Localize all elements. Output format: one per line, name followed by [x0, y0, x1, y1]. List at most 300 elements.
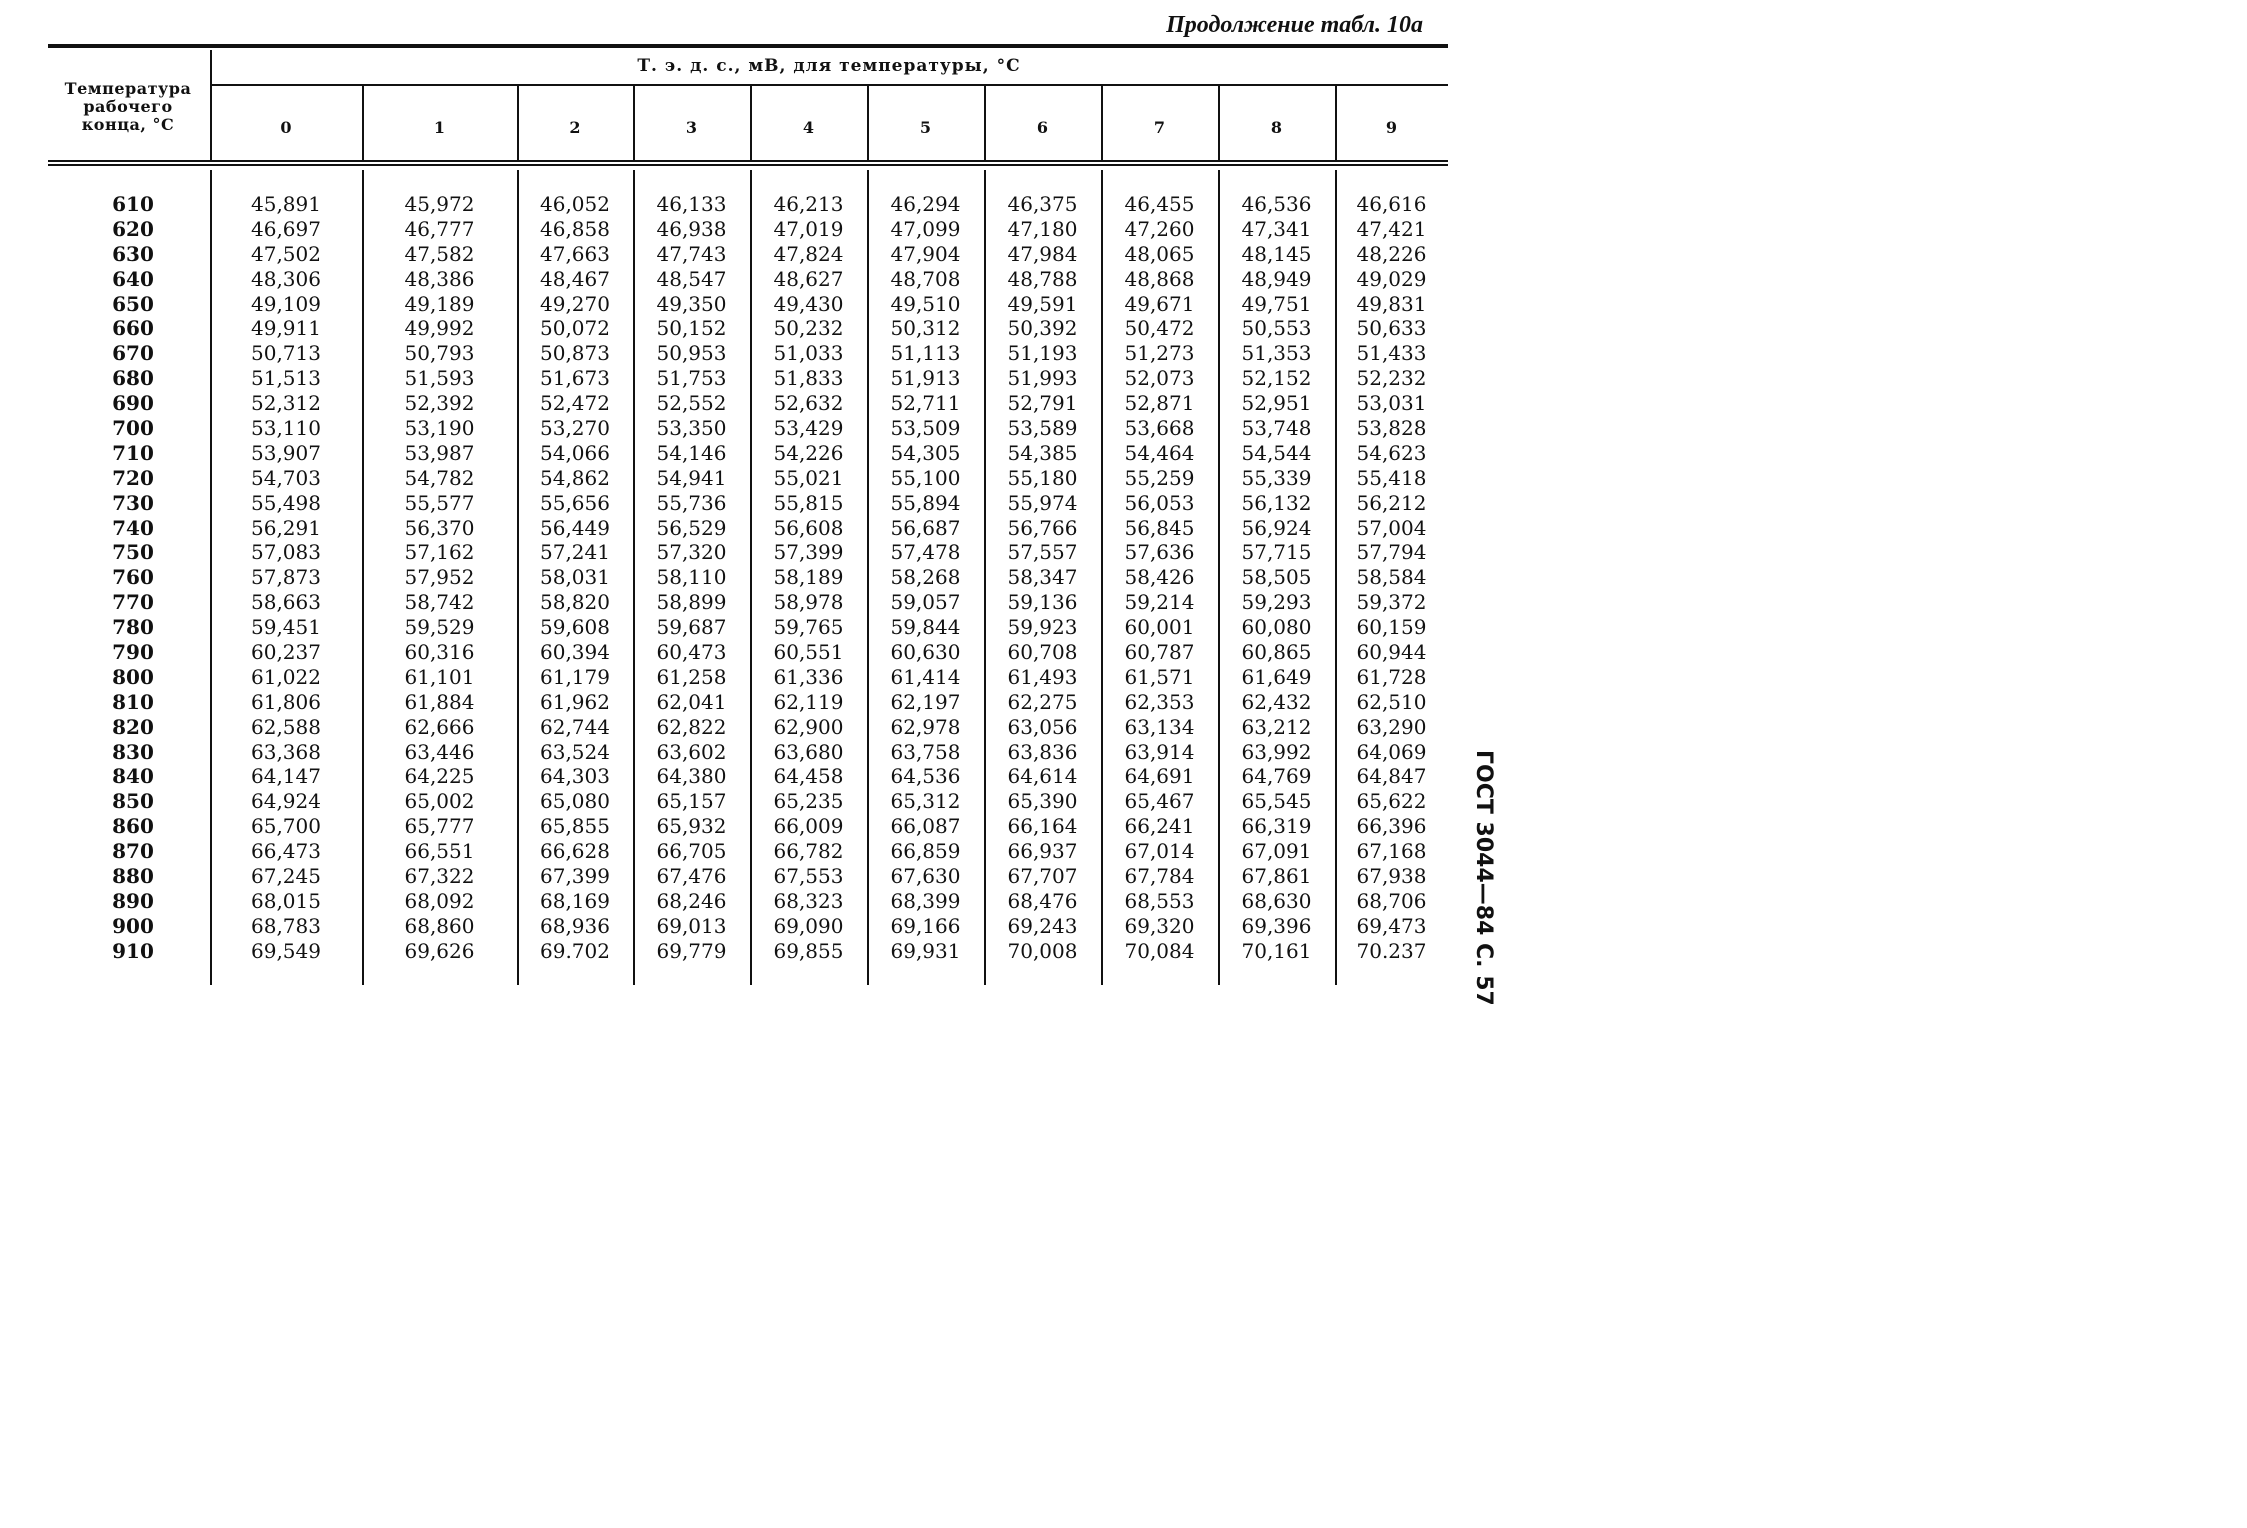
row-temperature: 660 — [112, 316, 154, 341]
column-separator — [984, 86, 986, 160]
table-cell: 60,630 — [890, 640, 961, 665]
table-cell: 52,552 — [656, 391, 727, 416]
row-temperature: 640 — [112, 266, 154, 291]
table-cell: 48,708 — [890, 266, 961, 291]
table-cell: 62,666 — [404, 714, 475, 739]
table-row — [48, 341, 1448, 366]
table-cell: 65,932 — [656, 814, 727, 839]
table-cell: 52,871 — [1124, 391, 1195, 416]
table-cell: 53,748 — [1241, 416, 1312, 441]
table-cell: 47,743 — [656, 241, 727, 266]
row-temperature: 810 — [112, 689, 154, 714]
table-cell: 64,303 — [540, 764, 610, 789]
table-cell: 46,375 — [1007, 192, 1078, 216]
table-cell: 50,553 — [1241, 316, 1312, 341]
table-row — [48, 192, 1448, 217]
table-cell: 59,293 — [1241, 590, 1312, 615]
table-cell: 65,157 — [656, 789, 727, 814]
table-cell: 66,782 — [773, 839, 844, 864]
table-cell: 55,656 — [540, 490, 610, 515]
table-cell: 50,793 — [404, 341, 475, 366]
table-cell: 69,243 — [1007, 913, 1078, 938]
table-cell: 54,623 — [1356, 440, 1427, 465]
table-cell: 53,907 — [251, 440, 321, 465]
table-cell: 63,446 — [404, 739, 475, 764]
table-cell: 51,833 — [773, 366, 844, 391]
table-cell: 51,273 — [1124, 341, 1195, 366]
row-temperature: 840 — [112, 764, 154, 789]
table-row — [48, 540, 1448, 565]
table-cell: 67,014 — [1124, 839, 1195, 864]
table-cell: 62,197 — [890, 689, 961, 714]
table-cell: 64,847 — [1356, 764, 1427, 789]
row-temperature: 700 — [112, 416, 154, 441]
table-cell: 51,353 — [1241, 341, 1312, 366]
table-cell: 54,941 — [656, 465, 727, 490]
table-cell: 64,147 — [251, 764, 321, 789]
table-cell: 63,056 — [1007, 714, 1078, 739]
table-cell: 51,433 — [1356, 341, 1427, 366]
table-cell: 57,083 — [251, 540, 321, 565]
table-cell: 56,449 — [540, 515, 610, 540]
table-cell: 62,353 — [1124, 689, 1195, 714]
table-cell: 66,628 — [540, 839, 610, 864]
table-cell: 46,777 — [404, 216, 475, 241]
table-cell: 48,226 — [1356, 241, 1427, 266]
table-cell: 50,152 — [656, 316, 727, 341]
table-cell: 60,237 — [251, 640, 321, 665]
table-cell: 55,577 — [404, 490, 475, 515]
row-temperature: 670 — [112, 341, 154, 366]
table-row — [48, 715, 1448, 740]
table-cell: 61,179 — [540, 664, 610, 689]
table-cell: 57,715 — [1241, 540, 1312, 565]
table-cell: 67,861 — [1241, 864, 1312, 889]
table-cell: 53,509 — [890, 416, 961, 441]
table-cell: 60,159 — [1356, 615, 1427, 640]
table-cell: 66,859 — [890, 839, 961, 864]
row-temperature: 870 — [112, 839, 154, 864]
table-cell: 69.702 — [540, 938, 610, 963]
table-row — [48, 764, 1448, 789]
table-cell: 46,697 — [251, 216, 321, 241]
table-row — [48, 665, 1448, 690]
table-row — [48, 516, 1448, 541]
table-cell: 62,119 — [773, 689, 844, 714]
row-temperature: 620 — [112, 216, 154, 241]
table-cell: 68,476 — [1007, 888, 1078, 913]
table-cell: 49,029 — [1356, 266, 1427, 291]
table-cell: 47,824 — [773, 241, 844, 266]
table-cell: 46,938 — [656, 216, 727, 241]
table-cell: 69,626 — [404, 938, 475, 963]
table-cell: 58,347 — [1007, 565, 1078, 590]
table-cell: 55,418 — [1356, 465, 1427, 490]
table-cell: 50,472 — [1124, 316, 1195, 341]
table-cell: 67,707 — [1007, 864, 1078, 889]
table-cell: 67,168 — [1356, 839, 1427, 864]
table-cell: 47,582 — [404, 241, 475, 266]
table-cell: 59,608 — [540, 615, 610, 640]
table-cell: 67,322 — [404, 864, 475, 889]
table-row — [48, 491, 1448, 516]
table-cell: 53,031 — [1356, 391, 1427, 416]
table-cell: 54,385 — [1007, 440, 1078, 465]
row-temperature: 910 — [112, 938, 154, 963]
row-temperature: 850 — [112, 789, 154, 814]
table-cell: 63,914 — [1124, 739, 1195, 764]
table-cell: 51,753 — [656, 366, 727, 391]
table-cell: 49,591 — [1007, 291, 1078, 316]
table-cell: 69,013 — [656, 913, 727, 938]
table-row — [48, 615, 1448, 640]
table-cell: 47,341 — [1241, 216, 1312, 241]
table-cell: 62,588 — [251, 714, 321, 739]
table-cell: 63,836 — [1007, 739, 1078, 764]
table-row — [48, 217, 1448, 242]
row-temperature: 630 — [112, 241, 154, 266]
table-cell: 68,015 — [251, 888, 321, 913]
table-cell: 68,936 — [540, 913, 610, 938]
table-cell: 45,891 — [251, 192, 321, 216]
table-cell: 47,260 — [1124, 216, 1195, 241]
table-cell: 63,524 — [540, 739, 610, 764]
table-cell: 47,099 — [890, 216, 961, 241]
table-cell: 53,589 — [1007, 416, 1078, 441]
table-cell: 65,080 — [540, 789, 610, 814]
table-cell: 57,004 — [1356, 515, 1427, 540]
table-cell: 57,320 — [656, 540, 727, 565]
table-cell: 57,399 — [773, 540, 844, 565]
row-temperature: 720 — [112, 465, 154, 490]
table-cell: 61,962 — [540, 689, 610, 714]
column-separator — [517, 86, 519, 160]
table-cell: 55,339 — [1241, 465, 1312, 490]
table-cell: 57,794 — [1356, 540, 1427, 565]
table-cell: 65,235 — [773, 789, 844, 814]
table-cell: 58,742 — [404, 590, 475, 615]
table-cell: 46,133 — [656, 192, 727, 216]
table-cell: 55,736 — [656, 490, 727, 515]
table-cell: 66,937 — [1007, 839, 1078, 864]
table-cell: 63,134 — [1124, 714, 1195, 739]
table-cell: 50,953 — [656, 341, 727, 366]
table-cell: 68,553 — [1124, 888, 1195, 913]
table-row — [48, 690, 1448, 715]
table-cell: 50,072 — [540, 316, 610, 341]
table-cell: 54,464 — [1124, 440, 1195, 465]
table-cell: 51,113 — [890, 341, 961, 366]
table-cell: 66,087 — [890, 814, 961, 839]
row-header-label: Температура рабочего конца, °С — [64, 79, 192, 134]
table-cell: 60,865 — [1241, 640, 1312, 665]
row-temperature: 900 — [112, 913, 154, 938]
table-cell: 64,924 — [251, 789, 321, 814]
table-cell: 64,225 — [404, 764, 475, 789]
table-cell: 70,008 — [1007, 938, 1078, 963]
table-cell: 68,630 — [1241, 888, 1312, 913]
table-cell: 50,633 — [1356, 316, 1427, 341]
table-cell: 49,430 — [773, 291, 844, 316]
table-cell: 57,557 — [1007, 540, 1078, 565]
table-row — [48, 864, 1448, 889]
table-cell: 66,164 — [1007, 814, 1078, 839]
table-cell: 62,275 — [1007, 689, 1078, 714]
row-temperature: 680 — [112, 366, 154, 391]
table-cell: 61,022 — [251, 664, 321, 689]
table-cell: 57,478 — [890, 540, 961, 565]
table-cell: 58,031 — [540, 565, 610, 590]
table-cell: 61,649 — [1241, 664, 1312, 689]
table-cell: 55,180 — [1007, 465, 1078, 490]
table-row — [48, 441, 1448, 466]
row-temperature: 820 — [112, 714, 154, 739]
table-cell: 65,622 — [1356, 789, 1427, 814]
table-cell: 66,396 — [1356, 814, 1427, 839]
table-cell: 61,493 — [1007, 664, 1078, 689]
table-cell: 61,806 — [251, 689, 321, 714]
row-temperature: 740 — [112, 515, 154, 540]
table-cell: 48,627 — [773, 266, 844, 291]
table-cell: 50,312 — [890, 316, 961, 341]
column-header: 2 — [569, 118, 581, 137]
table-cell: 64,380 — [656, 764, 727, 789]
table-row — [48, 391, 1448, 416]
table-cell: 55,021 — [773, 465, 844, 490]
table-cell: 64,691 — [1124, 764, 1195, 789]
table-cell: 60,787 — [1124, 640, 1195, 665]
table-cell: 54,146 — [656, 440, 727, 465]
table-cell: 67,553 — [773, 864, 844, 889]
table-cell: 67,938 — [1356, 864, 1427, 889]
table-cell: 58,110 — [656, 565, 727, 590]
table-cell: 68,706 — [1356, 888, 1427, 913]
table-cell: 56,370 — [404, 515, 475, 540]
header-rule — [210, 84, 1448, 86]
table-cell: 64,536 — [890, 764, 961, 789]
table-cell: 55,100 — [890, 465, 961, 490]
table-cell: 58,189 — [773, 565, 844, 590]
column-separator — [210, 50, 212, 160]
table-cell: 51,193 — [1007, 341, 1078, 366]
table-cell: 48,306 — [251, 266, 321, 291]
table-cell: 51,513 — [251, 366, 321, 391]
table-cell: 65,855 — [540, 814, 610, 839]
table-cell: 48,547 — [656, 266, 727, 291]
column-group-header: Т. э. д. с., мВ, для температуры, °С — [637, 56, 1021, 76]
table-cell: 57,241 — [540, 540, 610, 565]
table-cell: 53,190 — [404, 416, 475, 441]
row-temperature: 730 — [112, 490, 154, 515]
table-cell: 48,868 — [1124, 266, 1195, 291]
table-cell: 68,323 — [773, 888, 844, 913]
table-cell: 49,992 — [404, 316, 475, 341]
table-cell: 54,703 — [251, 465, 321, 490]
table-cell: 47,984 — [1007, 241, 1078, 266]
table-cell: 63,758 — [890, 739, 961, 764]
table-cell: 55,259 — [1124, 465, 1195, 490]
table-cell: 54,782 — [404, 465, 475, 490]
table-cell: 49,831 — [1356, 291, 1427, 316]
column-separator — [867, 86, 869, 160]
table-cell: 51,913 — [890, 366, 961, 391]
table-cell: 64,614 — [1007, 764, 1078, 789]
table-cell: 60,473 — [656, 640, 727, 665]
table-row — [48, 839, 1448, 864]
table-cell: 68,246 — [656, 888, 727, 913]
table-cell: 64,458 — [773, 764, 844, 789]
table-cell: 69,549 — [251, 938, 321, 963]
table-cell: 48,788 — [1007, 266, 1078, 291]
row-temperature: 780 — [112, 615, 154, 640]
table-cell: 67,245 — [251, 864, 321, 889]
column-header: 5 — [919, 118, 932, 137]
table-cell: 54,226 — [773, 440, 844, 465]
table-cell: 51,033 — [773, 341, 844, 366]
table-cell: 60,708 — [1007, 640, 1078, 665]
table-cell: 48,065 — [1124, 241, 1195, 266]
table-cell: 66,705 — [656, 839, 727, 864]
table-cell: 47,180 — [1007, 216, 1078, 241]
table-cell: 52,073 — [1124, 366, 1195, 391]
table-cell: 58,268 — [890, 565, 961, 590]
table-cell: 70,084 — [1124, 938, 1195, 963]
table-cell: 67,399 — [540, 864, 610, 889]
row-temperature: 690 — [112, 391, 154, 416]
column-separator — [362, 86, 364, 160]
table-cell: 61,884 — [404, 689, 475, 714]
table-cell: 63,290 — [1356, 714, 1427, 739]
table-cell: 46,052 — [540, 192, 610, 216]
table-cell: 49,510 — [890, 291, 961, 316]
table-row — [48, 292, 1448, 317]
table-cell: 65,545 — [1241, 789, 1312, 814]
table-cell: 66,473 — [251, 839, 321, 864]
table-cell: 52,392 — [404, 391, 475, 416]
row-temperature: 860 — [112, 814, 154, 839]
table-cell: 63,368 — [251, 739, 321, 764]
table-cell: 61,414 — [890, 664, 961, 689]
row-temperature: 800 — [112, 664, 154, 689]
table-cell: 46,858 — [540, 216, 610, 241]
table-cell: 56,212 — [1356, 490, 1427, 515]
table-cell: 56,766 — [1007, 515, 1078, 540]
table-cell: 53,987 — [404, 440, 475, 465]
table-cell: 66,009 — [773, 814, 844, 839]
table-cell: 46,213 — [773, 192, 844, 216]
table-cell: 53,828 — [1356, 416, 1427, 441]
table-cell: 52,152 — [1241, 366, 1312, 391]
column-header: 1 — [433, 118, 446, 137]
table-cell: 58,820 — [540, 590, 610, 615]
table-cell: 48,386 — [404, 266, 475, 291]
table-cell: 60,080 — [1241, 615, 1312, 640]
table-cell: 69,090 — [773, 913, 844, 938]
table-cell: 65,002 — [404, 789, 475, 814]
table-cell: 52,472 — [540, 391, 610, 416]
table-cell: 52,951 — [1241, 391, 1312, 416]
table-cell: 52,312 — [251, 391, 321, 416]
table-cell: 50,873 — [540, 341, 610, 366]
table-cell: 53,110 — [251, 416, 321, 441]
column-separator — [1218, 86, 1220, 160]
table-cell: 51,993 — [1007, 366, 1078, 391]
table-row — [48, 939, 1448, 964]
table-cell: 69,473 — [1356, 913, 1427, 938]
table-cell: 54,066 — [540, 440, 610, 465]
table-cell: 59,923 — [1007, 615, 1078, 640]
column-separator — [1101, 86, 1103, 160]
table-cell: 48,467 — [540, 266, 610, 291]
table-cell: 65,467 — [1124, 789, 1195, 814]
table-body — [48, 192, 1448, 964]
table-cell: 58,663 — [251, 590, 321, 615]
table-row — [48, 267, 1448, 292]
table-cell: 56,529 — [656, 515, 727, 540]
table-cell: 55,894 — [890, 490, 961, 515]
column-header: 7 — [1153, 118, 1166, 137]
table-cell: 69,320 — [1124, 913, 1195, 938]
table-cell: 49,911 — [251, 316, 321, 341]
column-header: 3 — [685, 118, 698, 137]
column-header: 0 — [280, 118, 292, 137]
table-cell: 59,687 — [656, 615, 727, 640]
table-cell: 62,510 — [1356, 689, 1427, 714]
table-cell: 55,815 — [773, 490, 844, 515]
table-cell: 68,169 — [540, 888, 610, 913]
table-cell: 50,392 — [1007, 316, 1078, 341]
table-cell: 53,270 — [540, 416, 610, 441]
table-cell: 51,673 — [540, 366, 610, 391]
column-header: 4 — [802, 118, 815, 137]
table-cell: 47,663 — [540, 241, 610, 266]
table-cell: 62,432 — [1241, 689, 1312, 714]
table-cell: 52,232 — [1356, 366, 1427, 391]
table-cell: 56,608 — [773, 515, 844, 540]
table-cell: 69,855 — [773, 938, 844, 963]
table-cell: 61,571 — [1124, 664, 1195, 689]
table-cell: 59,057 — [890, 590, 961, 615]
table-cell: 51,593 — [404, 366, 475, 391]
table-cell: 61,728 — [1356, 664, 1427, 689]
table-cell: 59,529 — [404, 615, 475, 640]
table-cell: 66,551 — [404, 839, 475, 864]
table-cell: 60,316 — [404, 640, 475, 665]
table-cell: 68,092 — [404, 888, 475, 913]
table-row — [48, 914, 1448, 939]
table-cell: 57,162 — [404, 540, 475, 565]
table-cell: 65,390 — [1007, 789, 1078, 814]
table-cell: 49,189 — [404, 291, 475, 316]
table-cell: 47,421 — [1356, 216, 1427, 241]
table-row — [48, 565, 1448, 590]
column-header: 6 — [1036, 118, 1049, 137]
table-cell: 54,305 — [890, 440, 961, 465]
table-cell: 63,212 — [1241, 714, 1312, 739]
table-cell: 59,372 — [1356, 590, 1427, 615]
table-cell: 62,041 — [656, 689, 727, 714]
table-cell: 64,069 — [1356, 739, 1427, 764]
table-row — [48, 640, 1448, 665]
table-cell: 65,777 — [404, 814, 475, 839]
table-cell: 62,744 — [540, 714, 610, 739]
table-cell: 69,166 — [890, 913, 961, 938]
row-temperature: 790 — [112, 640, 154, 665]
table-cell: 48,145 — [1241, 241, 1312, 266]
row-temperature: 710 — [112, 440, 154, 465]
row-temperature: 760 — [112, 565, 154, 590]
table-cell: 54,544 — [1241, 440, 1312, 465]
